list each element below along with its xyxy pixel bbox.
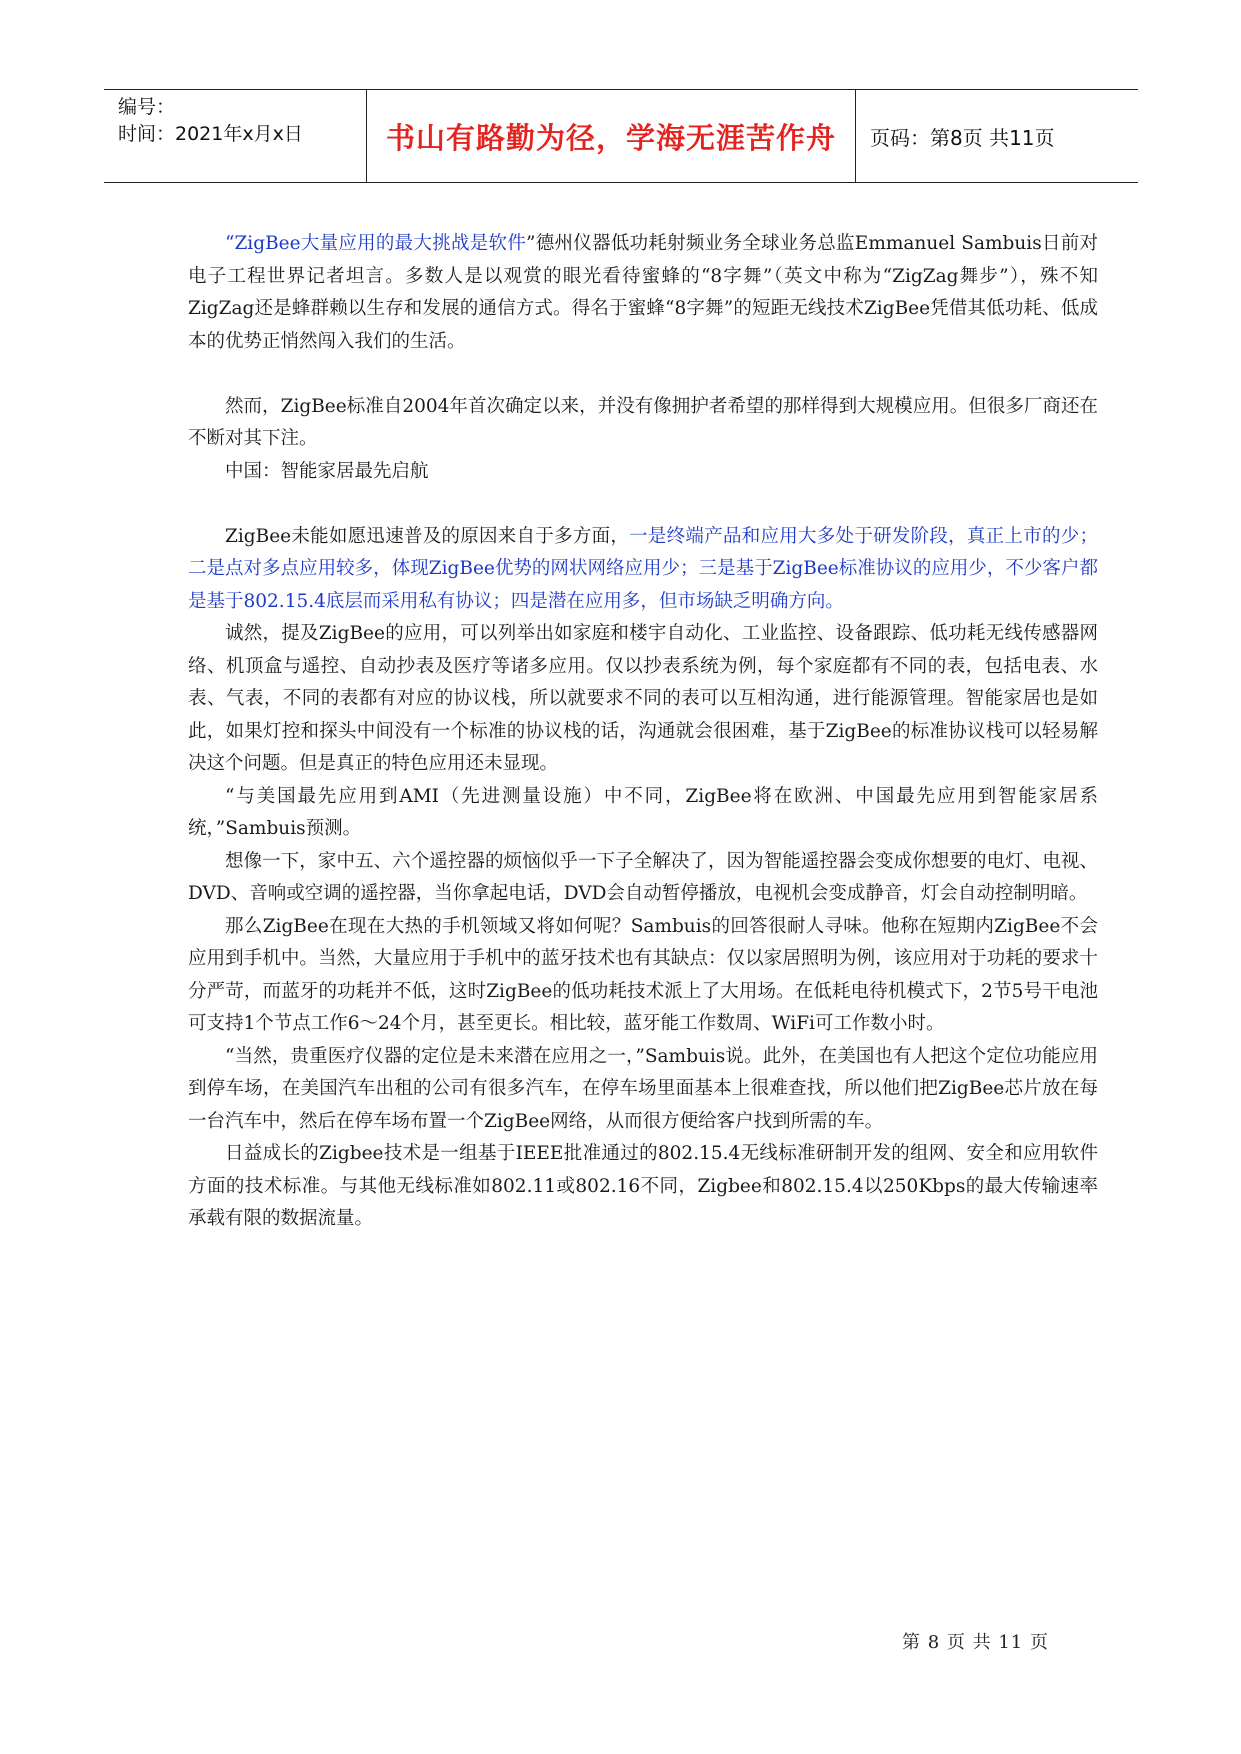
header-motto: 书山有路勤为径，学海无涯苦作舟 [366,90,856,182]
paragraph-4-highlight: 一是终端产品和应用大多处于研发阶段，真正上市的少；二是点对多点应用较多，体现ZigBee优势的网状网络应用少；三是基于ZigBee标准协议的应用少，不少客户都是基于802.15.4底层而采用私有协议；四是潜在应用多，但市场缺乏明确方向。 [188,525,1098,612]
paragraph-spacer [188,358,1098,391]
paragraph-1 [188,228,1098,358]
paragraph-9: “当然，贵重医疗仪器的定位是未来潜在应用之一，”Sambuis说。此外，在美国也有人把这个定位功能应用到停车场，在美国汽车出租的公司有很多汽车，在停车场里面基本上很难查找，所以他们把ZigBee芯片放在每一台汽车中，然后在停车场布置一个ZigBee网络，从而很方便给客户找到所需的车。 [188,1045,1098,1132]
paragraph-8: 那么ZigBee在现在大热的手机领域又将如何呢？Sambuis的回答很耐人寻味。他称在短期内ZigBee不会应用到手机中。当然，大量应用于手机中的蓝牙技术也有其缺点：仅以家居照明为例，该应用对于功耗的要求十分严苛，而蓝牙的功耗并不低，这时ZigBee的低功耗技术派上了大用场。在低耗电待机模式下，2节5号干电池可支持1个节点工作6～24个月，甚至更长。相比较，蓝牙能工作数周、WiFi可工作数小时。 [188,915,1098,1034]
paragraph-6: “与美国最先应用到AMI（先进测量设施）中不同，ZigBee将在欧洲、中国最先应用到智能家居系统，”Sambuis预测。 [188,785,1098,839]
document-date: 时间：2021年x月x日 [118,123,303,145]
paragraph-4 [188,521,1098,619]
page-footer: 第 8 页 共 11 页 [902,1632,1049,1653]
paragraph-spacer [188,488,1098,521]
paragraph-1-text: ”德州仪器低功耗射频业务全球业务总监Emmanuel Sambuis日前对电子工程世界记者坦言。多数人是以观赏的眼光看待蜜蜂的“8字舞”（英文中称为“ZigZag舞步”），殊不知ZigZag还是蜂群赖以生存和发展的通信方式。得名于蜜蜂“8字舞”的短距无线技术ZigBee凭借其低功耗、低成本的优势正悄然闯入我们的生活。 [188,233,1098,352]
page-header [104,89,1138,183]
header-page-info: 页码：第8页 共11页 [870,125,1055,150]
section-heading: 中国：智能家居最先启航 [225,460,429,482]
paragraph-7: 想像一下，家中五、六个遥控器的烦恼似乎一下子全解决了，因为智能遥控器会变成你想要的电灯、电视、DVD、音响或空调的遥控器，当你拿起电话，DVD会自动暂停播放，电视机会变成静音，灯会自动控制明暗。 [188,850,1098,904]
paragraph-1-highlight: “ZigBee大量应用的最大挑战是软件 [225,233,527,254]
paragraph-2: 然而，ZigBee标准自2004年首次确定以来，并没有像拥护者希望的那样得到大规模应用。但很多厂商还在不断对其下注。 [188,395,1098,449]
paragraph-4-text: ZigBee未能如愿迅速普及的原因来自于多方面， [225,525,630,547]
paragraph-10: 日益成长的Zigbee技术是一组基于IEEE批准通过的802.15.4无线标准研制开发的组网、安全和应用软件方面的技术标准。与其他无线标准如802.11或802.16不同，Zigbee和802.15.4以250Kbps的最大传输速率承载有限的数据流量。 [188,1143,1098,1229]
paragraph-5: 诚然，提及ZigBee的应用，可以列举出如家庭和楼宇自动化、工业监控、设备跟踪、低功耗无线传感器网络、机顶盒与遥控、自动抄表及医疗等诸多应用。仅以抄表系统为例，每个家庭都有不同的表，包括电表、水表、气表，不同的表都有对应的协议栈，所以就要求不同的表可以互相沟通，进行能源管理。智能家居也是如此，如果灯控和探头中间没有一个标准的协议栈的话，沟通就会很困难，基于ZigBee的标准协议栈可以轻易解决这个问题。但是真正的特色应用还未显现。 [188,623,1098,774]
header-meta [104,90,366,182]
document-number-label: 编号： [118,96,176,118]
document-body [188,228,1098,1236]
